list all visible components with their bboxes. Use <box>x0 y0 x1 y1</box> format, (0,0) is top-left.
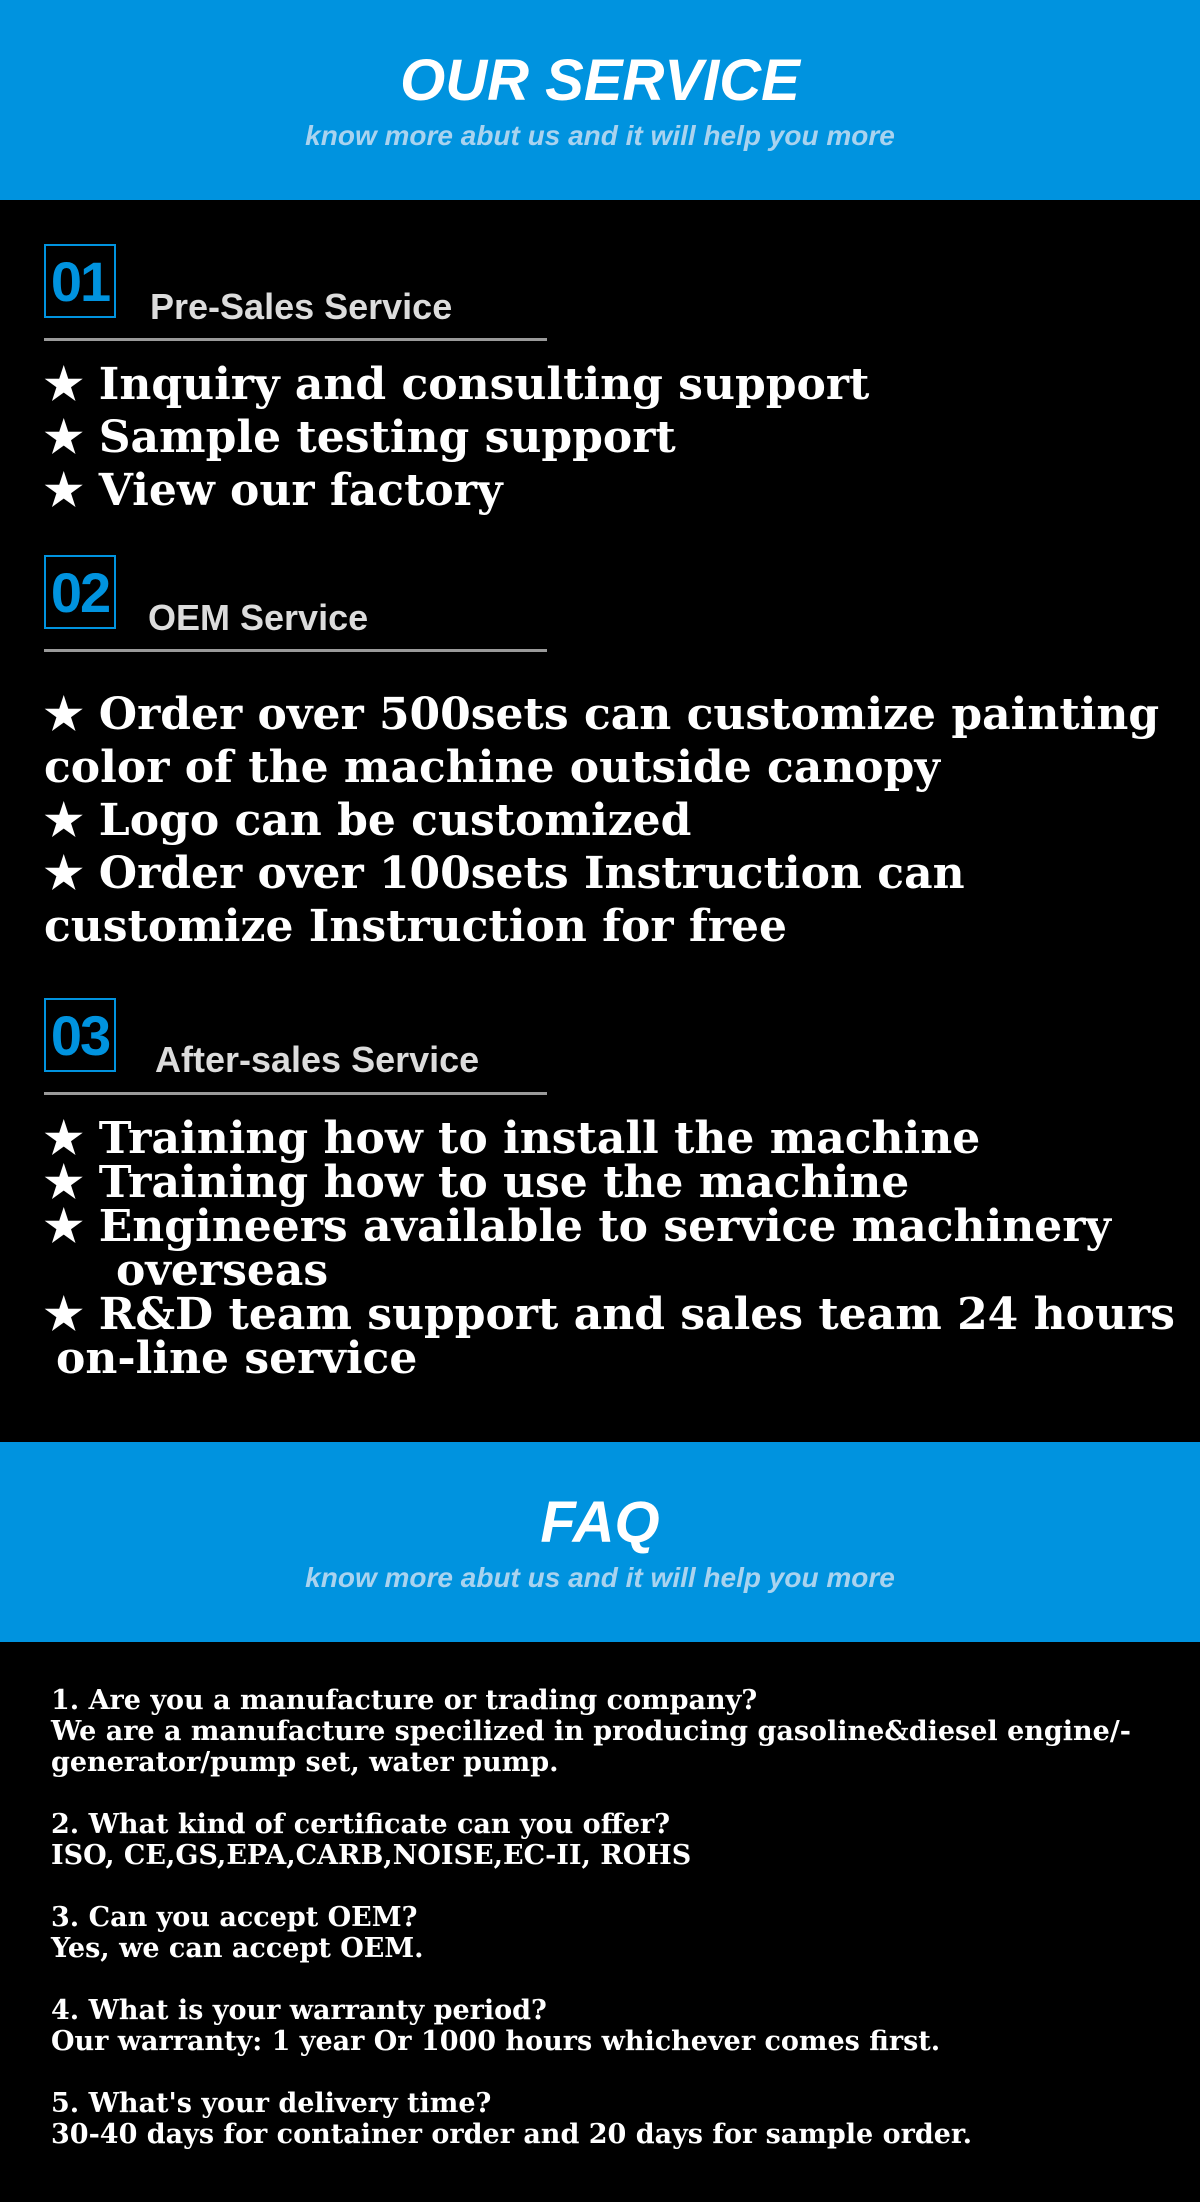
section-number-01: 01 <box>44 244 116 318</box>
list-item: customize Instruction for free <box>44 901 787 952</box>
list-item: ★ Training how to use the machine <box>44 1157 910 1208</box>
oem-list <box>44 688 1159 953</box>
pre-sales-list <box>44 358 869 517</box>
section-number-03: 03 <box>44 998 116 1072</box>
list-item: ★ Training how to install the machine <box>44 1113 981 1164</box>
list-item: ★ Order over 100sets Instruction can <box>44 848 965 899</box>
service-banner-title: OUR SERVICE <box>400 48 800 113</box>
list-item: ★ Engineers available to service machinery <box>44 1201 1111 1252</box>
section-title-oem: OEM Service <box>148 597 369 638</box>
after-sales-list <box>44 1113 1175 1384</box>
faq-answer: ISO, CE,GS,EPA,CARB,NOISE,EC-II, ROHS <box>51 1840 692 1871</box>
faq-item <box>51 1685 1171 1778</box>
faq-banner-title: FAQ <box>540 1490 660 1555</box>
list-item: ★ Sample testing support <box>44 412 676 463</box>
faq-question: 2. What kind of certificate can you offer? <box>51 1809 671 1840</box>
section-divider <box>44 338 547 341</box>
faq-item <box>51 1809 1171 1871</box>
faq-question: 4. What is your warranty period? <box>51 1995 547 2026</box>
faq-item <box>51 1902 1171 1964</box>
faq-question: 5. What's your delivery time? <box>51 2088 492 2119</box>
section-divider <box>44 649 547 652</box>
section-number-02: 02 <box>44 555 116 629</box>
section-title-pre-sales: Pre-Sales Service <box>150 286 453 327</box>
faq-banner <box>0 1442 1200 1642</box>
faq-answer: Yes, we can accept OEM. <box>51 1933 424 1964</box>
list-item: ★ Order over 500sets can customize painting <box>44 689 1160 740</box>
faq-answer: Our warranty: 1 year Or 1000 hours whichever comes first. <box>51 2026 941 2057</box>
faq-question: 3. Can you accept OEM? <box>51 1902 418 1933</box>
service-banner <box>0 0 1200 200</box>
faq-answer: We are a manufacture specilized in producing gasoline&diesel engine/- <box>51 1716 1131 1747</box>
service-banner-subtitle: know more abut us and it will help you more <box>305 120 895 151</box>
section-title-after-sales: After-sales Service <box>155 1039 480 1080</box>
faq-banner-subtitle: know more abut us and it will help you more <box>305 1562 895 1593</box>
list-item: ★ Inquiry and consulting support <box>44 359 870 410</box>
section-divider <box>44 1092 547 1095</box>
list-item: overseas <box>116 1245 329 1296</box>
list-item: color of the machine outside canopy <box>44 742 940 793</box>
faq-answer: generator/pump set, water pump. <box>51 1747 559 1778</box>
faq-item <box>51 2088 1171 2150</box>
list-item: ★ View our factory <box>44 465 503 516</box>
list-item: ★ R&D team support and sales team 24 hours <box>44 1289 1175 1340</box>
faq-answer: 30-40 days for container order and 20 days for sample order. <box>51 2119 973 2150</box>
list-item: ★ Logo can be customized <box>44 795 692 846</box>
list-item: on-line service <box>56 1333 418 1384</box>
faq-question: 1. Are you a manufacture or trading company? <box>51 1685 758 1716</box>
faq-item <box>51 1995 1171 2057</box>
